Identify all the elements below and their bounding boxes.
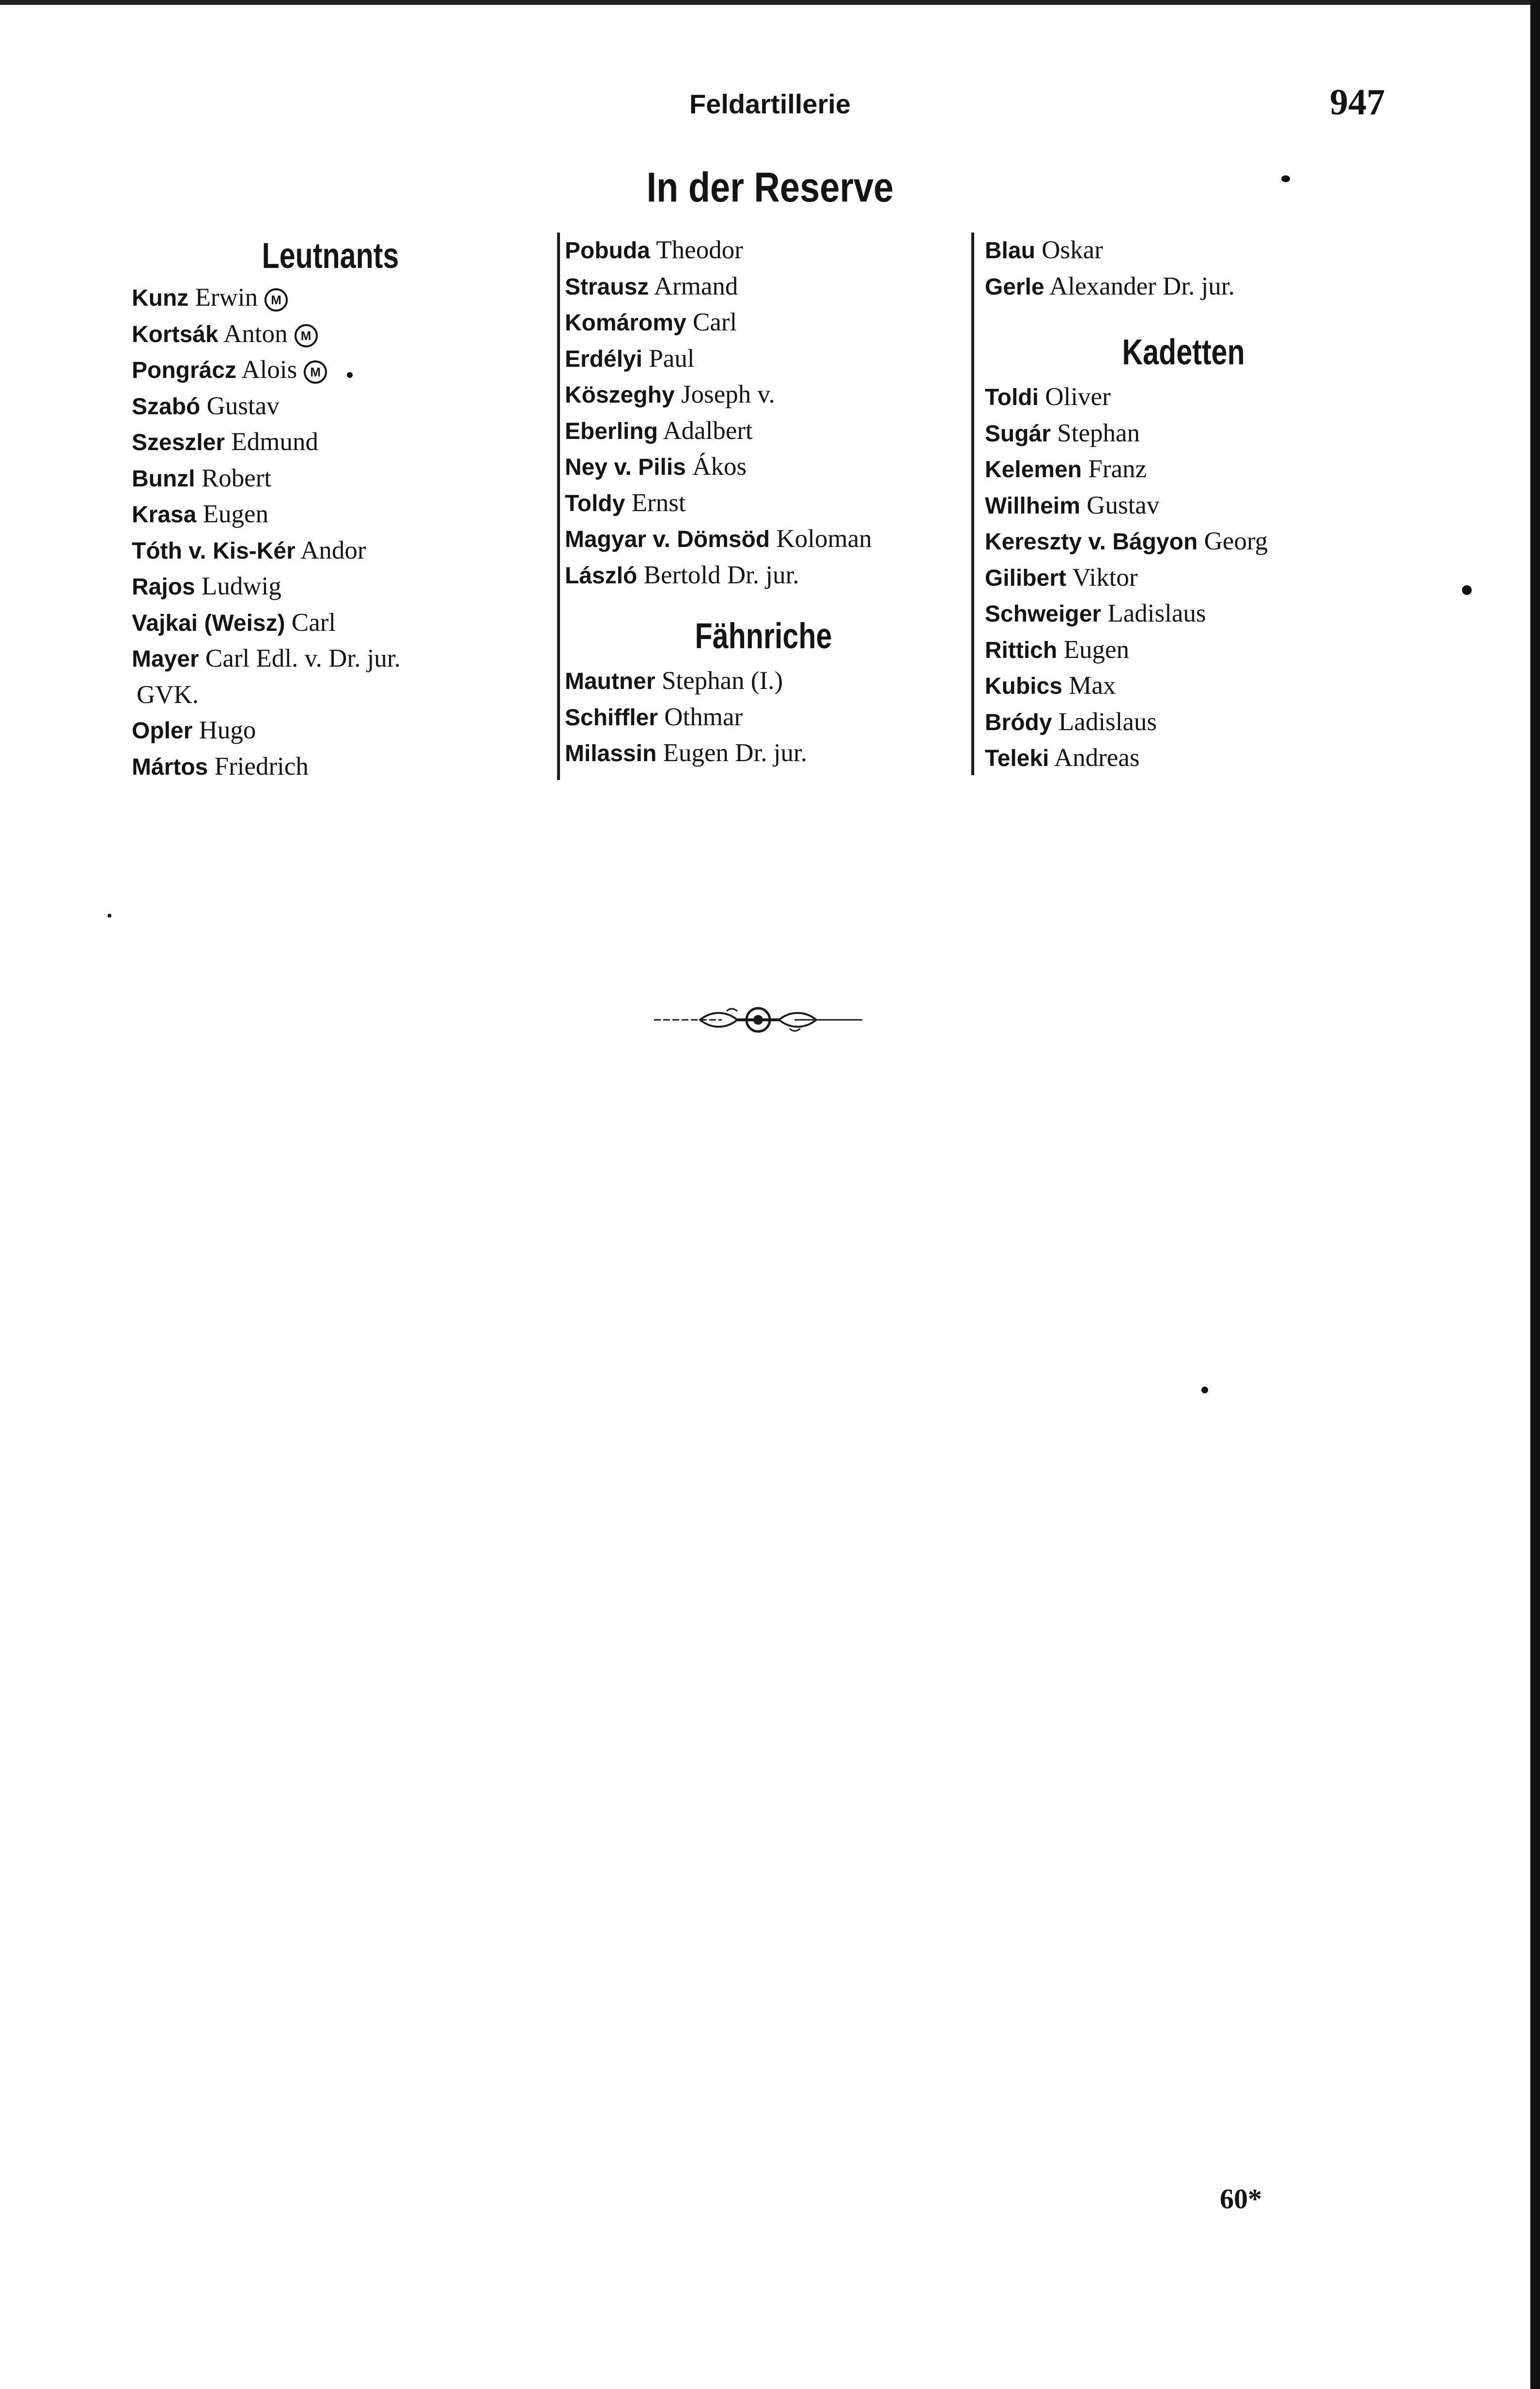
list-item xyxy=(985,233,1382,269)
list-item xyxy=(132,497,529,533)
surname: Köszeghy xyxy=(565,382,675,408)
surname: Krasa xyxy=(132,502,197,528)
given-name: Edmund xyxy=(231,428,318,456)
list-item xyxy=(132,533,529,569)
list-item xyxy=(132,713,529,749)
surname: Rajos xyxy=(132,574,195,600)
list-item xyxy=(565,558,962,594)
surname: Teleki xyxy=(985,746,1049,771)
list-item xyxy=(565,449,962,485)
given-name: Gustav xyxy=(206,391,280,420)
given-name: Carl Edl. v. Dr. jur. xyxy=(205,644,401,672)
running-head: Feldartillerie xyxy=(689,89,851,119)
given-name: Viktor xyxy=(1072,563,1138,592)
list-item xyxy=(132,424,529,461)
surname: Sugár xyxy=(985,421,1051,447)
surname: Mártos xyxy=(132,754,208,780)
given-name: Alexander Dr. jur. xyxy=(1049,272,1235,300)
column-leutnants xyxy=(132,233,529,785)
given-name: Ladislaus xyxy=(1058,707,1157,736)
given-name: Armand xyxy=(653,272,738,300)
list-item xyxy=(565,377,962,413)
list-item xyxy=(565,413,962,450)
given-name: Andor xyxy=(300,536,366,564)
given-name: Erwin xyxy=(195,283,258,312)
column-reserve-middle xyxy=(557,233,962,780)
given-name: Ernst xyxy=(631,488,686,517)
subsection-heading: Fähnriche xyxy=(695,616,832,656)
m-badge-icon: M xyxy=(295,324,318,347)
column-reserve-right xyxy=(971,233,1382,775)
given-name: Eugen xyxy=(1063,635,1129,664)
surname: Pongrácz xyxy=(132,358,237,383)
given-name: Joseph v. xyxy=(681,380,775,408)
surname: Gilibert xyxy=(985,565,1067,591)
scan-speck xyxy=(1201,1387,1208,1393)
surname: Erdélyi xyxy=(565,346,643,372)
surname: Komáromy xyxy=(565,310,686,336)
surname: Strausz xyxy=(565,274,649,300)
list-item xyxy=(985,668,1382,704)
surname: Tóth v. Kis-Kér xyxy=(132,538,296,564)
list-item xyxy=(132,461,529,497)
given-name: Eugen Dr. jur. xyxy=(663,739,808,767)
signature-mark: 60* xyxy=(1220,2183,1262,2215)
list-item xyxy=(132,641,529,677)
surname: Mayer xyxy=(132,646,199,672)
scan-speck xyxy=(347,372,353,378)
given-name: Ákos xyxy=(692,453,747,481)
given-name: Bertold Dr. jur. xyxy=(643,561,799,589)
list-item xyxy=(985,704,1382,741)
column-heading: Leutnants xyxy=(262,235,399,276)
surname: Toldi xyxy=(985,385,1039,410)
list-item xyxy=(565,269,962,305)
surname: Magyar v. Dömsöd xyxy=(565,527,770,552)
surname: Kelemen xyxy=(985,457,1082,483)
list-item xyxy=(132,316,529,353)
section-title: In der Reserve xyxy=(646,164,894,211)
given-name: Adalbert xyxy=(663,416,753,445)
list-item xyxy=(565,485,962,522)
given-name: Stephan (I.) xyxy=(661,667,783,695)
m-badge-icon: M xyxy=(304,360,327,384)
scan-speck xyxy=(1462,585,1472,595)
subsection-heading: Kadetten xyxy=(1122,332,1245,372)
surname: Opler xyxy=(132,718,193,744)
surname: Szeszler xyxy=(132,430,225,455)
list-item xyxy=(565,233,962,269)
scan-right-edge xyxy=(1530,0,1540,2389)
surname: Blau xyxy=(985,238,1036,264)
surname: Ney v. Pilis xyxy=(565,454,686,480)
list-item xyxy=(565,700,962,736)
given-name: Ladislaus xyxy=(1107,599,1206,627)
surname: Mautner xyxy=(565,669,655,694)
list-item xyxy=(565,663,962,700)
given-name: Robert xyxy=(201,464,272,492)
surname: Toldy xyxy=(565,490,625,516)
given-name: Carl xyxy=(291,608,336,637)
scan-top-edge xyxy=(0,0,1540,5)
list-item xyxy=(985,632,1382,669)
given-name: Paul xyxy=(649,344,695,373)
list-item xyxy=(985,740,1382,777)
list-item xyxy=(985,416,1382,452)
given-name: Georg xyxy=(1204,527,1268,555)
list-item xyxy=(985,560,1382,596)
list-item xyxy=(132,569,529,605)
list-item xyxy=(132,389,529,425)
given-name: Eugen xyxy=(202,500,269,528)
given-name: Carl xyxy=(692,308,737,336)
given-name: Koloman xyxy=(776,525,872,553)
list-item xyxy=(985,379,1382,416)
ornament-divider-icon xyxy=(654,1005,862,1034)
list-item-continuation: GVK. xyxy=(137,680,199,709)
given-name: Andreas xyxy=(1054,744,1140,772)
surname: Kereszty v. Bágyon xyxy=(985,529,1198,555)
surname: Kubics xyxy=(985,673,1063,699)
surname: Rittich xyxy=(985,637,1058,663)
scan-speck xyxy=(108,914,111,918)
list-item xyxy=(565,735,962,772)
list-item xyxy=(985,488,1382,524)
page-number: 947 xyxy=(1330,82,1385,123)
surname: Gerle xyxy=(985,274,1044,300)
surname: László xyxy=(565,562,638,589)
surname: Eberling xyxy=(565,418,658,444)
given-name: Oliver xyxy=(1045,383,1111,411)
given-name: Hugo xyxy=(199,716,256,744)
given-name: Ludwig xyxy=(201,572,281,600)
given-name: Stephan xyxy=(1057,419,1140,447)
surname: Pobuda xyxy=(565,238,650,264)
surname: Kunz xyxy=(132,285,189,311)
given-name: Alois xyxy=(241,356,297,384)
list-item xyxy=(565,341,962,377)
given-name: Anton xyxy=(223,319,288,348)
given-name: Theodor xyxy=(656,236,743,264)
m-badge-icon: M xyxy=(264,288,288,312)
given-name: Gustav xyxy=(1087,491,1160,519)
given-name: Othmar xyxy=(664,703,743,731)
surname: Milassin xyxy=(565,741,657,766)
surname: Bródy xyxy=(985,709,1052,735)
list-item xyxy=(985,269,1382,305)
list-item xyxy=(985,596,1382,632)
list-item xyxy=(132,352,529,389)
scan-speck xyxy=(1281,175,1290,182)
surname: Willheim xyxy=(985,493,1080,519)
list-item xyxy=(132,749,529,785)
given-name: Oskar xyxy=(1042,236,1103,264)
list-item xyxy=(565,305,962,341)
given-name: Max xyxy=(1069,671,1116,700)
list-item xyxy=(132,280,529,316)
given-name: Friedrich xyxy=(214,752,309,781)
list-item xyxy=(985,452,1382,488)
surname: Kortsák xyxy=(132,321,218,347)
surname: Vajkai (Weisz) xyxy=(132,610,285,636)
list-item xyxy=(985,524,1382,560)
surname: Schweiger xyxy=(985,601,1102,627)
surname: Schiffler xyxy=(565,704,658,731)
surname: Szabó xyxy=(132,393,201,420)
given-name: Franz xyxy=(1088,455,1147,483)
list-item xyxy=(565,521,962,558)
list-item xyxy=(132,605,529,641)
surname: Bunzl xyxy=(132,466,195,492)
